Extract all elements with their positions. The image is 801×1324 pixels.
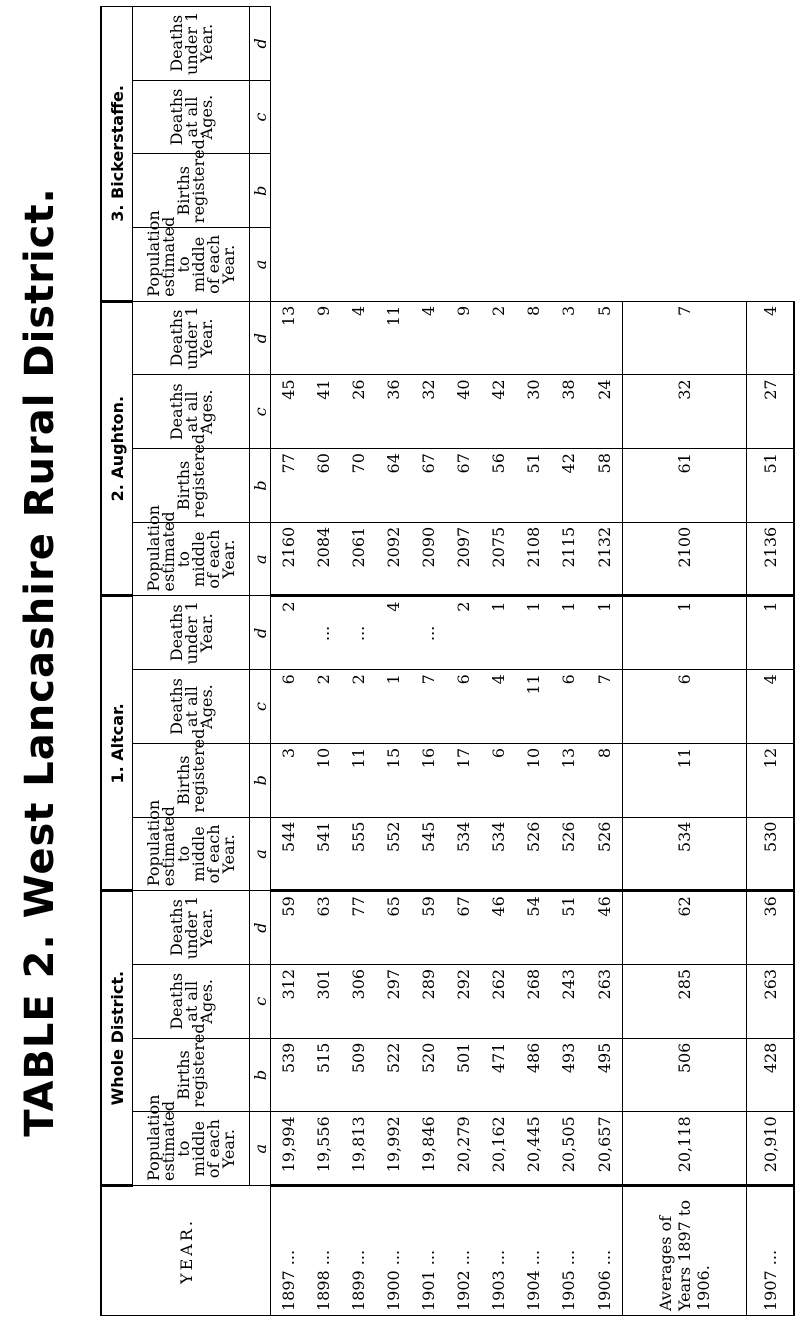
table-row <box>516 7 551 1316</box>
value-cell: 24 <box>586 375 622 449</box>
data-table <box>100 6 795 1316</box>
value-cell: 263 <box>586 964 622 1038</box>
value-cell: 2090 <box>411 522 446 596</box>
value-cell: 7 <box>622 301 747 375</box>
value-cell: 4 <box>481 670 516 744</box>
value-cell: 2 <box>481 301 516 375</box>
year-cell: 1905 ... <box>551 1186 586 1316</box>
table-row <box>376 7 411 1316</box>
column-header-row <box>133 7 250 1316</box>
value-cell: 263 <box>747 964 794 1038</box>
value-cell: 20,657 <box>586 1112 622 1186</box>
value-cell: 544 <box>271 817 307 891</box>
value-cell: 2061 <box>341 522 376 596</box>
column-header: Births registered. <box>133 449 250 523</box>
value-cell: 501 <box>446 1038 481 1112</box>
section-aughton: 2. Aughton. <box>101 301 133 596</box>
value-cell: 539 <box>271 1038 307 1112</box>
column-header: Deaths at all Ages. <box>133 670 250 744</box>
value-cell: 11 <box>376 301 411 375</box>
value-cell: 471 <box>481 1038 516 1112</box>
value-cell: 19,813 <box>341 1112 376 1186</box>
year-cell: 1904 ... <box>516 1186 551 1316</box>
value-cell: 297 <box>376 964 411 1038</box>
value-cell: 8 <box>516 301 551 375</box>
value-cell: 15 <box>376 743 411 817</box>
value-cell: 506 <box>622 1038 747 1112</box>
value-cell: 1 <box>586 596 622 670</box>
value-cell: 59 <box>411 891 446 965</box>
value-cell: 2108 <box>516 522 551 596</box>
value-cell: 20,445 <box>516 1112 551 1186</box>
value-cell: 56 <box>481 449 516 523</box>
value-cell: 8 <box>586 743 622 817</box>
value-cell: 59 <box>271 891 307 965</box>
table-row <box>271 7 307 1316</box>
value-cell: 2084 <box>306 522 341 596</box>
column-symbol: d <box>250 596 271 670</box>
value-cell: 19,846 <box>411 1112 446 1186</box>
column-symbol: c <box>250 375 271 449</box>
column-header: Population estimated to middle of each Year. <box>133 1112 250 1186</box>
value-cell: 20,910 <box>747 1112 794 1186</box>
value-cell: 1 <box>747 596 794 670</box>
value-cell: 4 <box>376 596 411 670</box>
table-title: TABLE 2. West Lancashire Rural District. <box>17 187 63 1137</box>
value-cell: 19,994 <box>271 1112 307 1186</box>
column-symbol-row <box>250 7 271 1316</box>
value-cell: 32 <box>622 375 747 449</box>
value-cell: 495 <box>586 1038 622 1112</box>
value-cell: 42 <box>551 449 586 523</box>
value-cell: 13 <box>271 301 307 375</box>
value-cell: 65 <box>376 891 411 965</box>
value-cell: 2075 <box>481 522 516 596</box>
value-cell: 12 <box>747 743 794 817</box>
value-cell: 6 <box>551 670 586 744</box>
value-cell: 1 <box>376 670 411 744</box>
column-symbol: a <box>250 228 271 302</box>
column-header: Deaths at all Ages. <box>133 964 250 1038</box>
column-symbol: c <box>250 964 271 1038</box>
value-cell: 9 <box>306 301 341 375</box>
year-cell: 1901 ... <box>411 1186 446 1316</box>
table-row <box>446 7 481 1316</box>
value-cell: 4 <box>747 670 794 744</box>
value-cell: 555 <box>341 817 376 891</box>
value-cell: 67 <box>446 449 481 523</box>
value-cell: 289 <box>411 964 446 1038</box>
year-cell: 1898 ... <box>306 1186 341 1316</box>
value-cell: 19,992 <box>376 1112 411 1186</box>
value-cell: 2 <box>306 670 341 744</box>
value-cell: 26 <box>341 375 376 449</box>
table-row <box>622 7 747 1316</box>
value-cell: 486 <box>516 1038 551 1112</box>
column-header: Population estimated to middle of each Year. <box>133 228 250 302</box>
value-cell: 428 <box>747 1038 794 1112</box>
value-cell: 509 <box>341 1038 376 1112</box>
column-symbol: c <box>250 80 271 154</box>
value-cell: 38 <box>551 375 586 449</box>
value-cell: 515 <box>306 1038 341 1112</box>
column-header: Births registered. <box>133 154 250 228</box>
year-cell: 1897 ... <box>271 1186 307 1316</box>
year-cell: 1899 ... <box>341 1186 376 1316</box>
column-symbol: a <box>250 817 271 891</box>
value-cell: 41 <box>306 375 341 449</box>
year-cell: 1902 ... <box>446 1186 481 1316</box>
value-cell: 70 <box>341 449 376 523</box>
value-cell: 10 <box>516 743 551 817</box>
column-header: Deaths under 1 Year. <box>133 301 250 375</box>
value-cell: 285 <box>622 964 747 1038</box>
value-cell: 11 <box>622 743 747 817</box>
value-cell: 6 <box>622 670 747 744</box>
column-symbol: d <box>250 891 271 965</box>
value-cell: 520 <box>411 1038 446 1112</box>
value-cell: 62 <box>622 891 747 965</box>
column-header: Deaths under 1 Year. <box>133 7 250 81</box>
value-cell: 534 <box>481 817 516 891</box>
value-cell: 20,162 <box>481 1112 516 1186</box>
value-cell: 5 <box>586 301 622 375</box>
table-row <box>586 7 622 1316</box>
value-cell: 77 <box>341 891 376 965</box>
value-cell: 11 <box>516 670 551 744</box>
value-cell: 268 <box>516 964 551 1038</box>
value-cell: 13 <box>551 743 586 817</box>
value-cell: 3 <box>551 301 586 375</box>
table-row <box>551 7 586 1316</box>
value-cell: 67 <box>411 449 446 523</box>
value-cell: 522 <box>376 1038 411 1112</box>
value-cell: 301 <box>306 964 341 1038</box>
year-cell: 1903 ... <box>481 1186 516 1316</box>
value-cell: 7 <box>586 670 622 744</box>
year-cell: Averages of Years 1897 to 1906. <box>622 1186 747 1316</box>
value-cell: 1 <box>551 596 586 670</box>
value-cell: 36 <box>747 891 794 965</box>
value-cell: 6 <box>271 670 307 744</box>
column-header: Population estimated to middle of each Year. <box>133 522 250 596</box>
value-cell: 526 <box>516 817 551 891</box>
value-cell: 51 <box>516 449 551 523</box>
value-cell: 262 <box>481 964 516 1038</box>
value-cell: 20,118 <box>622 1112 747 1186</box>
value-cell: 16 <box>411 743 446 817</box>
value-cell: ... <box>411 596 446 670</box>
year-cell: 1900 ... <box>376 1186 411 1316</box>
value-cell: 541 <box>306 817 341 891</box>
table-row <box>411 7 446 1316</box>
value-cell: 306 <box>341 964 376 1038</box>
value-cell: 9 <box>446 301 481 375</box>
value-cell: 2 <box>446 596 481 670</box>
value-cell: 45 <box>271 375 307 449</box>
value-cell: 1 <box>516 596 551 670</box>
value-cell: 20,279 <box>446 1112 481 1186</box>
column-header: Births registered. <box>133 1038 250 1112</box>
value-cell: 2132 <box>586 522 622 596</box>
value-cell: 58 <box>586 449 622 523</box>
column-symbol: b <box>250 743 271 817</box>
value-cell: 243 <box>551 964 586 1038</box>
value-cell: 2 <box>341 670 376 744</box>
column-header: Deaths under 1 Year. <box>133 596 250 670</box>
value-cell: 67 <box>446 891 481 965</box>
value-cell: 2097 <box>446 522 481 596</box>
value-cell: 27 <box>747 375 794 449</box>
column-header: Population estimated to middle of each Year. <box>133 817 250 891</box>
section-bickerstaffe: 3. Bickerstaffe. <box>101 7 133 302</box>
year-cell: 1907 ... <box>747 1186 794 1316</box>
table-body <box>271 7 795 1316</box>
section-whole-district: Whole District. <box>101 891 133 1186</box>
value-cell: 11 <box>341 743 376 817</box>
value-cell: 1 <box>481 596 516 670</box>
value-cell: 54 <box>516 891 551 965</box>
column-symbol: a <box>250 1112 271 1186</box>
value-cell: 526 <box>586 817 622 891</box>
value-cell: 534 <box>622 817 747 891</box>
value-cell: 61 <box>622 449 747 523</box>
year-cell: 1906 ... <box>586 1186 622 1316</box>
value-cell: 534 <box>446 817 481 891</box>
value-cell: 42 <box>481 375 516 449</box>
value-cell: 7 <box>411 670 446 744</box>
value-cell: 2115 <box>551 522 586 596</box>
value-cell: 77 <box>271 449 307 523</box>
value-cell: 63 <box>306 891 341 965</box>
value-cell: 40 <box>446 375 481 449</box>
value-cell: 3 <box>271 743 307 817</box>
value-cell: ... <box>306 596 341 670</box>
value-cell: 60 <box>306 449 341 523</box>
value-cell: 36 <box>376 375 411 449</box>
value-cell: ... <box>341 596 376 670</box>
value-cell: 4 <box>747 301 794 375</box>
column-header: Deaths at all Ages. <box>133 375 250 449</box>
value-cell: 51 <box>747 449 794 523</box>
table-row <box>341 7 376 1316</box>
value-cell: 6 <box>481 743 516 817</box>
value-cell: 64 <box>376 449 411 523</box>
value-cell: 493 <box>551 1038 586 1112</box>
value-cell: 4 <box>341 301 376 375</box>
value-cell: 4 <box>411 301 446 375</box>
value-cell: 312 <box>271 964 307 1038</box>
value-cell: 20,505 <box>551 1112 586 1186</box>
table-row <box>306 7 341 1316</box>
table-row <box>747 7 794 1316</box>
value-cell: 6 <box>446 670 481 744</box>
value-cell: 2 <box>271 596 307 670</box>
value-cell: 51 <box>551 891 586 965</box>
value-cell: 17 <box>446 743 481 817</box>
value-cell: 46 <box>586 891 622 965</box>
column-symbol: b <box>250 449 271 523</box>
column-header: Deaths under 1 Year. <box>133 891 250 965</box>
value-cell: 552 <box>376 817 411 891</box>
column-symbol: d <box>250 301 271 375</box>
value-cell: 32 <box>411 375 446 449</box>
column-symbol: c <box>250 670 271 744</box>
value-cell: 2160 <box>271 522 307 596</box>
column-symbol: d <box>250 7 271 81</box>
value-cell: 2136 <box>747 522 794 596</box>
value-cell: 2100 <box>622 522 747 596</box>
column-header: Deaths at all Ages. <box>133 80 250 154</box>
value-cell: 292 <box>446 964 481 1038</box>
year-header: YEAR. <box>101 1186 271 1316</box>
value-cell: 46 <box>481 891 516 965</box>
column-symbol: b <box>250 154 271 228</box>
column-symbol: b <box>250 1038 271 1112</box>
value-cell: 526 <box>551 817 586 891</box>
value-cell: 545 <box>411 817 446 891</box>
value-cell: 30 <box>516 375 551 449</box>
value-cell: 2092 <box>376 522 411 596</box>
value-cell: 10 <box>306 743 341 817</box>
value-cell: 1 <box>622 596 747 670</box>
table-row <box>481 7 516 1316</box>
value-cell: 530 <box>747 817 794 891</box>
value-cell: 19,556 <box>306 1112 341 1186</box>
section-altcar: 1. Altcar. <box>101 596 133 891</box>
column-symbol: a <box>250 522 271 596</box>
column-header: Births registered. <box>133 743 250 817</box>
